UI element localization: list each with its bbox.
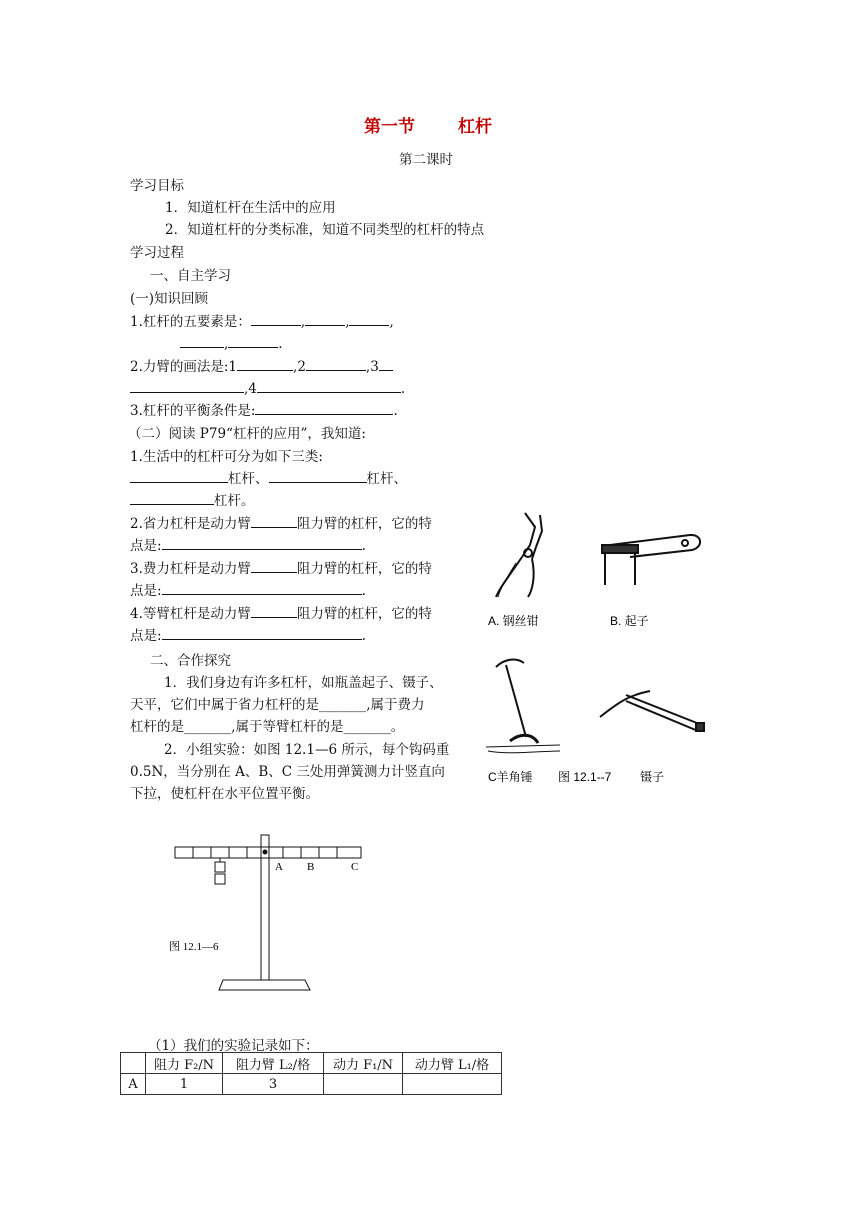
equal-arm-feature: 点是: . [130, 628, 366, 644]
hammer-drawing [486, 660, 560, 753]
table-row [121, 1074, 502, 1095]
point-c-label: C [351, 861, 359, 873]
table-header-cell: 动力臂 L₁/格 [403, 1053, 502, 1074]
hook-weight-2 [215, 874, 225, 884]
equal-arm-def: 4.等臂杠杆是动力臂 阻力臂的杠杆，它的特 [130, 606, 432, 622]
fig7-label-d: 镊子 [640, 770, 665, 784]
force-costing-feature: 点是: . [130, 583, 366, 599]
goal-item-2: 2．知道杠杆的分类标准，知道不同类型的杠杆的特点 [165, 222, 485, 238]
section-title: 第一节 [364, 117, 415, 137]
force-saving-feature: 点是: . [130, 538, 366, 554]
reading-heading: （二）阅读 P79“杠杆的应用”，我知道: [128, 426, 366, 442]
question-3: 3.杠杆的平衡条件是: . [130, 403, 398, 419]
process-heading: 学习过程 [130, 245, 184, 261]
classify-intro: 1.生活中的杠杆可分为如下三类: [130, 449, 323, 465]
figure-12-1-6 [165, 830, 375, 1000]
question-1: 1.杠杆的五要素是： , , , [130, 314, 394, 330]
tweezers-drawing [600, 691, 704, 731]
lever-stand [261, 835, 269, 980]
fig6-caption: 图 12.1—6 [169, 941, 219, 953]
record-caption: （1）我们的实验记录如下： [148, 1038, 319, 1054]
hook-weight-1 [215, 862, 225, 872]
figure-12-1-7 [480, 505, 730, 795]
explore-1-line-2: 天平，它们中属于省力杠杆的是_______,属于费力 [130, 697, 425, 713]
part1-heading: 一、自主学习 [150, 268, 231, 284]
table-header-row [121, 1053, 502, 1074]
force-costing-def: 3.费力杠杆是动力臂 阻力臂的杠杆，它的特 [130, 561, 432, 577]
table-cell[interactable]: 1 [146, 1074, 223, 1095]
question-2: 2.力臂的画法是:1 ,2 ,3 [130, 357, 393, 377]
explore-2-line-1: 2．小组实验：如图 12.1—6 所示，每个钩码重 [164, 742, 450, 758]
point-b-label: B [307, 861, 315, 873]
question-1-cont: , . [180, 334, 283, 354]
lever-bar [175, 847, 361, 858]
table-cell[interactable]: 3 [223, 1074, 324, 1095]
table-header-cell [121, 1053, 146, 1074]
force-saving-def: 2.省力杠杆是动力臂 阻力臂的杠杆，它的特 [130, 516, 432, 532]
classify-line: 杠杆、 杠杆、 [130, 469, 407, 489]
bottle-opener-drawing [602, 535, 700, 585]
fig7-label-a: A. 钢丝钳 [488, 614, 539, 628]
classify-line-2: 杠杆。 [130, 491, 255, 511]
question-2-cont: ,4 . [130, 379, 405, 399]
explore-2-line-2: 0.5N，当分别在 A、B、C 三处用弹簧测力计竖直向 [130, 764, 445, 780]
pliers-drawing [496, 513, 542, 597]
explore-1-line-1: 1．我们身边有许多杠杆，如瓶盖起子、镊子、 [164, 675, 443, 691]
point-a-label: A [275, 861, 283, 873]
table-cell[interactable] [324, 1074, 403, 1095]
stand-base [219, 980, 310, 990]
fig7-label-b: B. 起子 [610, 614, 649, 628]
table-header-cell: 动力 F₁/N [324, 1053, 403, 1074]
review-heading: (一)知识回顾 [130, 291, 209, 307]
lesson-subtitle: 第二课时 [399, 152, 453, 168]
goals-heading: 学习目标 [130, 178, 184, 194]
goal-item-1: 1．知道杠杆在生活中的应用 [165, 200, 336, 216]
table-header-cell: 阻力臂 L₂/格 [223, 1053, 324, 1074]
explore-2-line-3: 下拉，使杠杆在水平位置平衡。 [130, 786, 319, 802]
table-header-cell: 阻力 F₂/N [146, 1053, 223, 1074]
explore-1-line-3: 杠杆的是_______,属于等臂杠杆的是_______。 [130, 719, 405, 735]
table-cell: A [121, 1074, 146, 1095]
topic-title: 杠杆 [458, 117, 492, 137]
fig7-label-c: C羊角锤 [488, 770, 533, 784]
record-table [120, 1052, 502, 1095]
part2-heading: 二、合作探究 [150, 653, 231, 669]
table-cell[interactable] [403, 1074, 502, 1095]
fig7-caption: 图 12.1--7 [558, 770, 612, 784]
